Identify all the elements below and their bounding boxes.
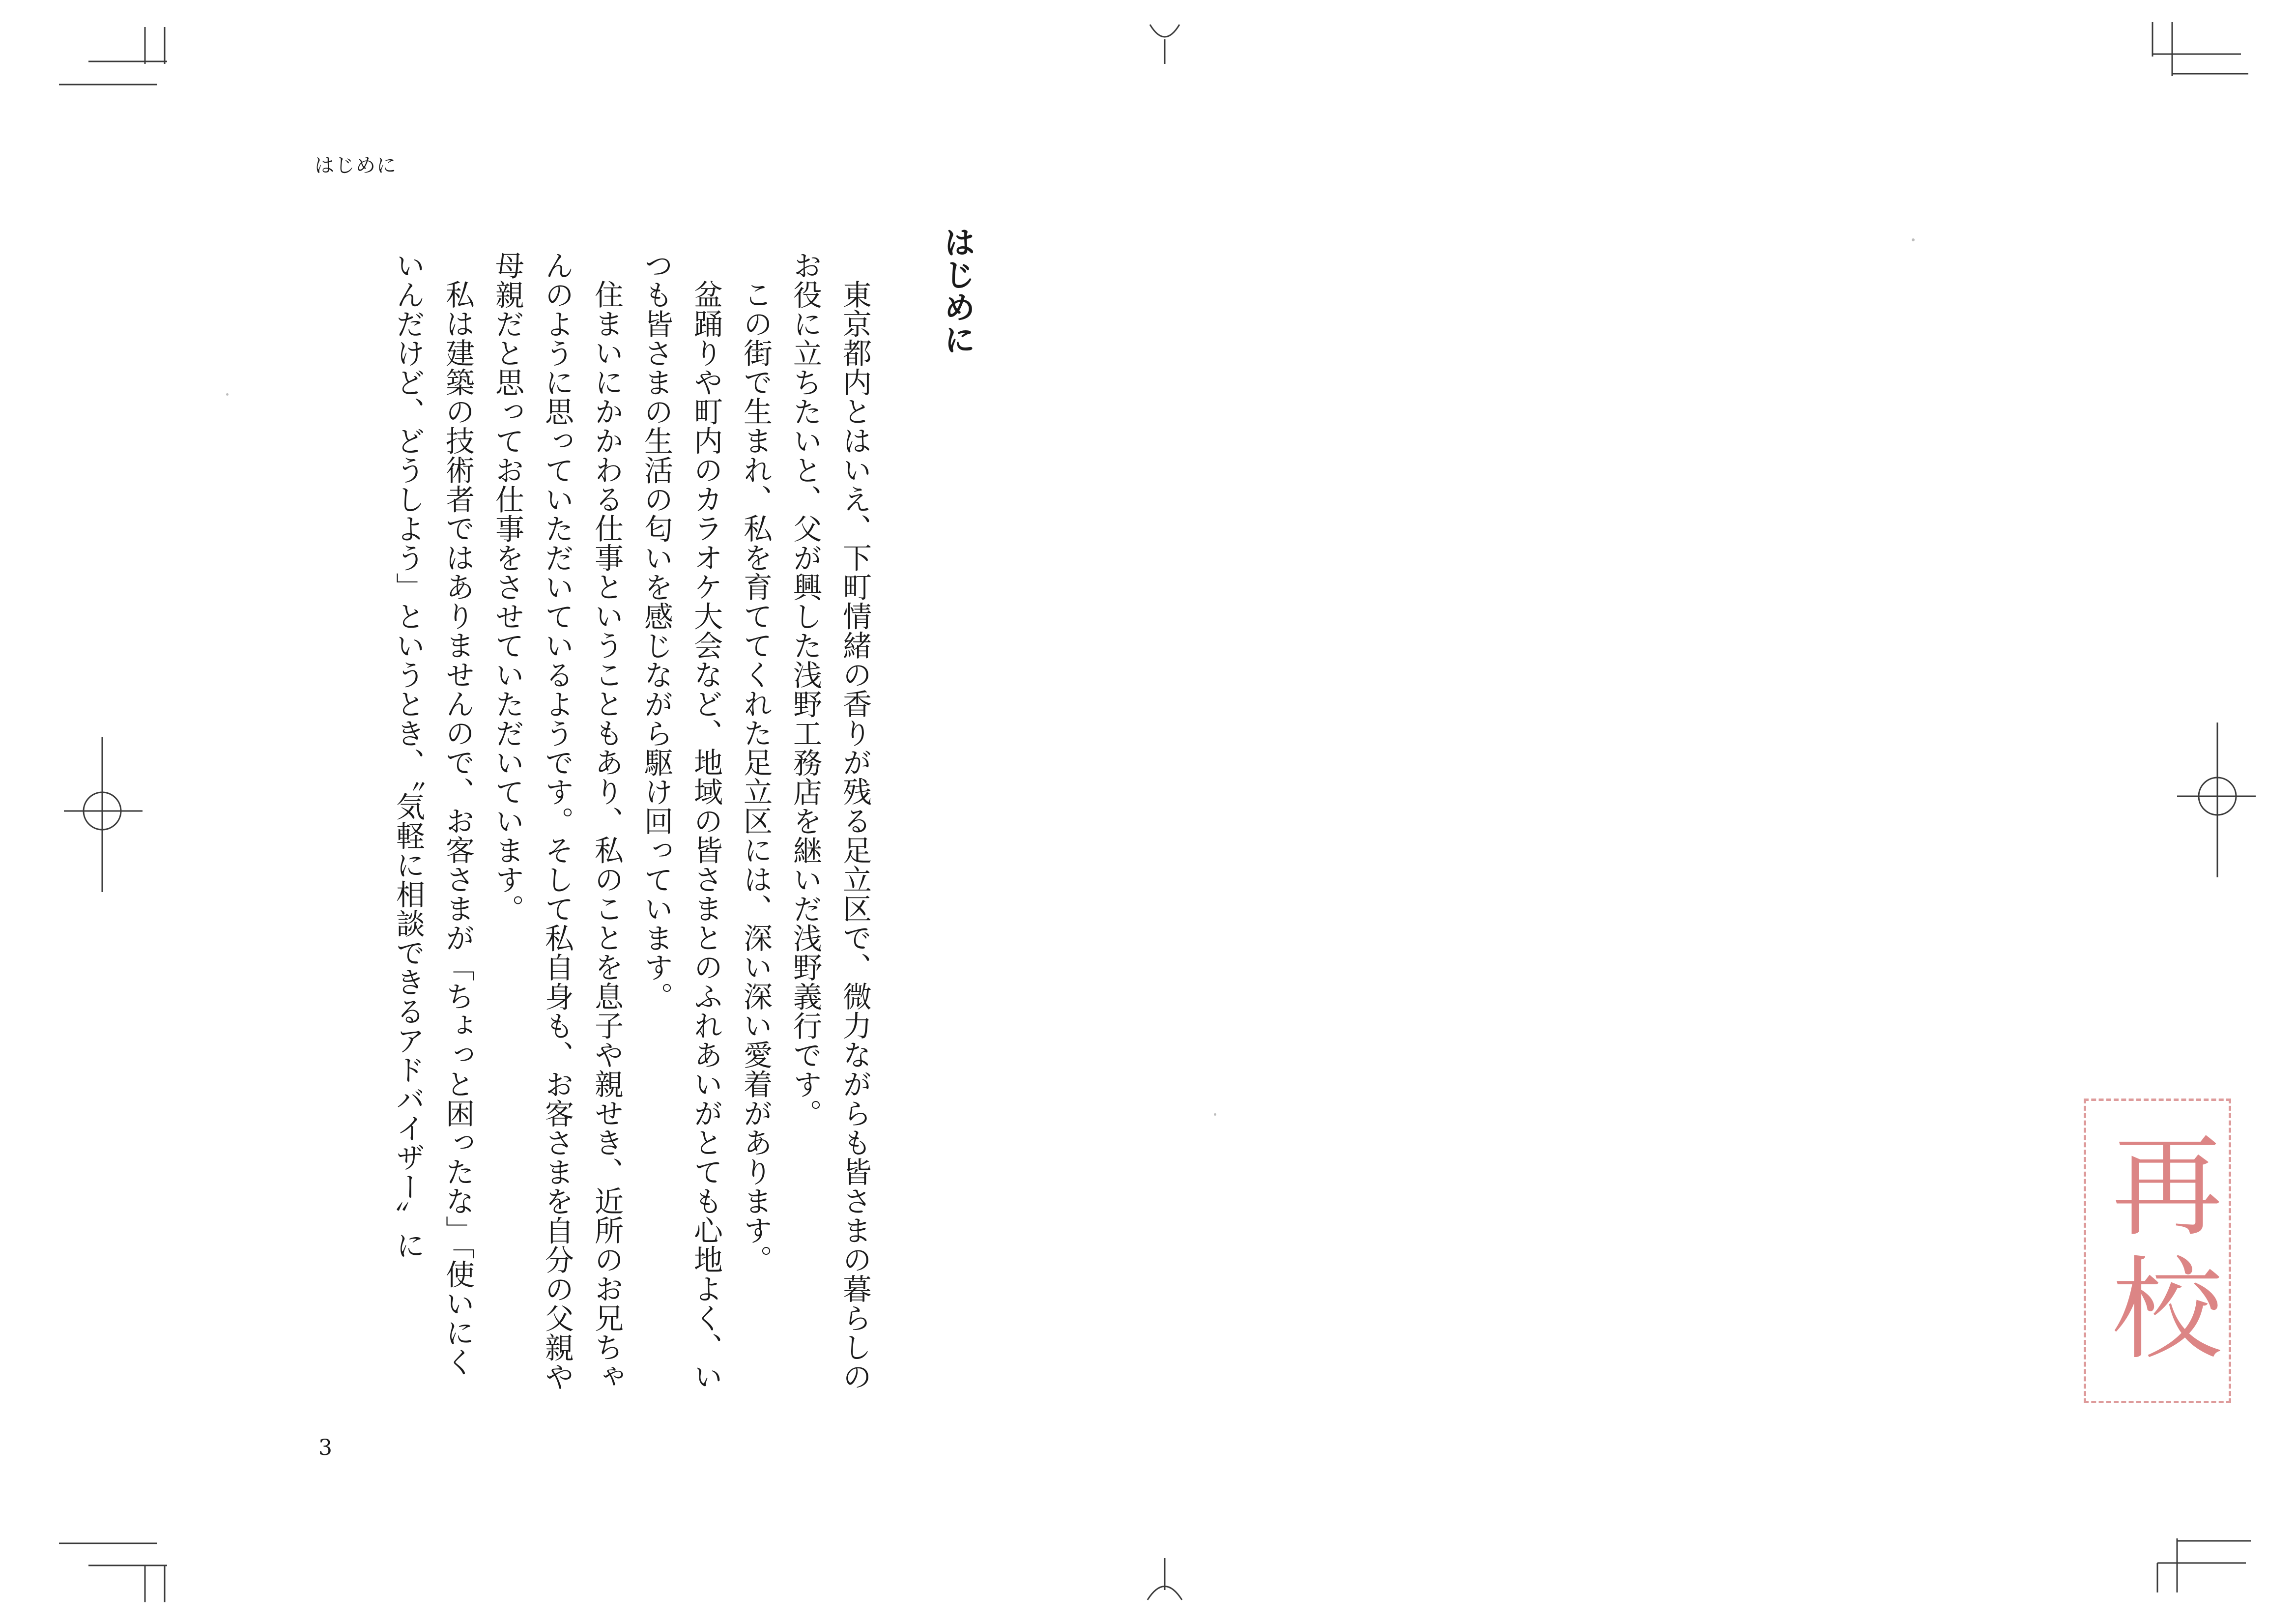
paragraph: 私は建築の技術者ではありませんので、お客さまが「ちょっと困ったな」「使いにくいんだけど、どうしよう」というとき、〝気軽に相談できるアドバイザー〟に: [391, 251, 475, 1377]
scan-speck: [226, 393, 229, 396]
scan-speck: [1912, 238, 1915, 241]
register-mark-top-center: [1140, 20, 1189, 69]
chapter-title: はじめに: [939, 226, 976, 356]
crop-mark-top-left: [59, 27, 172, 91]
register-mark-middle-right: [2172, 723, 2261, 885]
scan-speck: [1214, 1113, 1216, 1116]
paragraph: 住まいにかかわる仕事ということもあり、私のことを息子や親せき、近所のお兄ちゃんのように思っていただいているようです。そして私自身も、お客さまを自分の父親や母親だと思ってお仕事をさせていただいています。: [490, 251, 624, 1391]
proof-stamp-text: 再校: [2093, 1128, 2222, 1374]
running-head: はじめに: [315, 154, 397, 177]
register-mark-middle-left: [59, 737, 147, 899]
crop-mark-top-right: [2143, 22, 2251, 81]
paragraph: 東京都内とはいえ、下町情緒の香りが残る足立区で、微力ながらも皆さまの暮らしのお役に立ちたいと、父が興した浅野工務店を継いだ浅野義行です。: [788, 251, 872, 1391]
crop-mark-bottom-right: [2148, 1529, 2256, 1592]
body-text: [280, 251, 880, 1396]
register-mark-bottom-center: [1140, 1553, 1189, 1607]
crop-mark-bottom-left: [59, 1538, 172, 1602]
paragraph: 盆踊りや町内のカラオケ大会など、地域の皆さまとのふれあいがとても心地よく、いつも皆さまの生活の匂いを感じながら駆け回っています。: [639, 251, 723, 1391]
proof-stamp: [2084, 1099, 2231, 1403]
page-number: 3: [318, 1435, 332, 1460]
paragraph: この街で生まれ、私を育ててくれた足立区には、深い深い愛着があります。: [739, 280, 773, 1274]
